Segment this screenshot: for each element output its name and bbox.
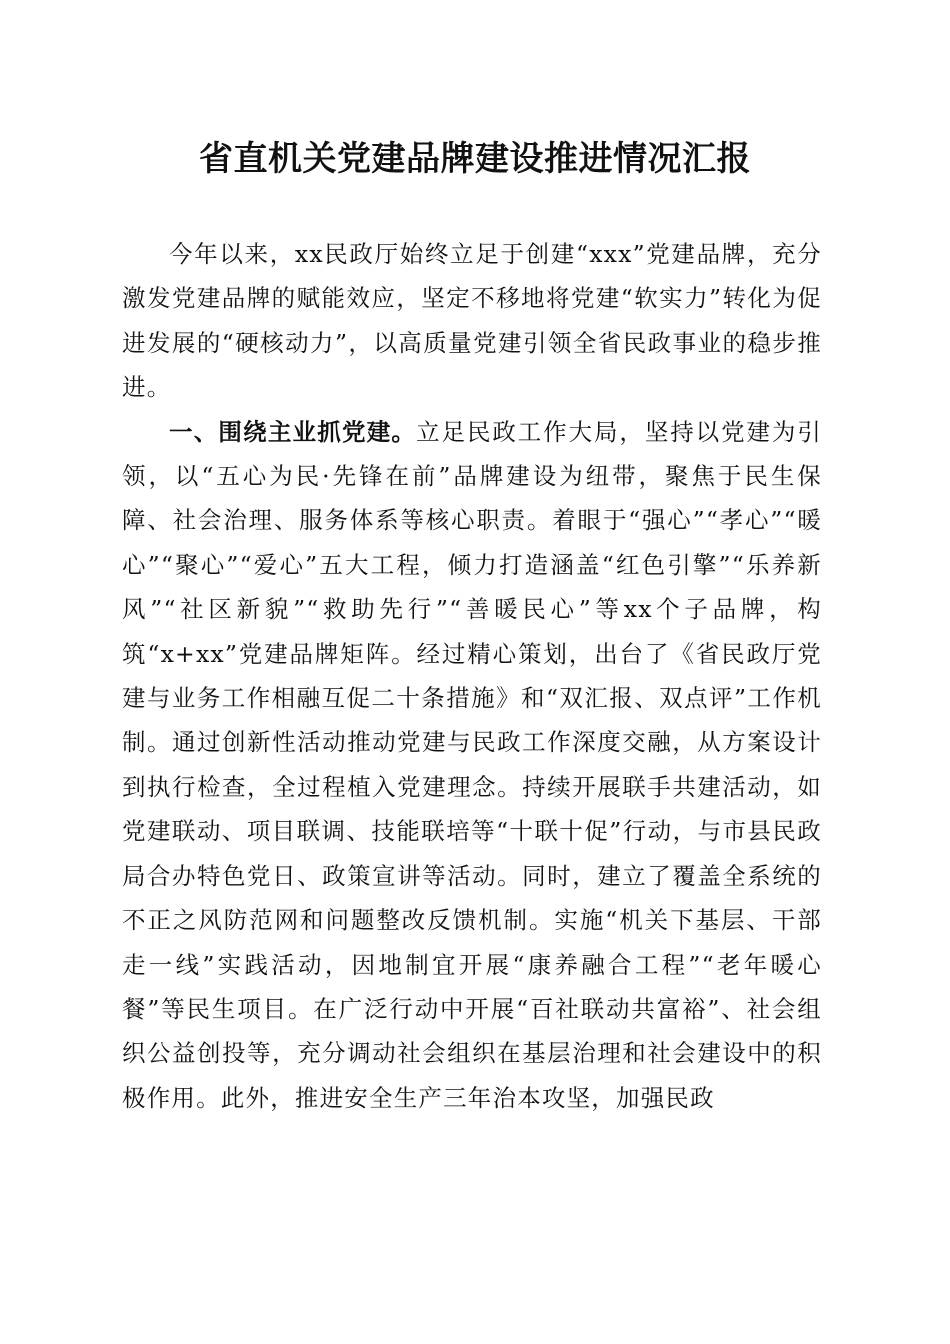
intro-paragraph-text: 今年以来，xx民政厅始终立足于创建“xxx”党建品牌，充分激发党建品牌的赋能效应，坚定不移地将党建“软实力”转化为促进发展的“硬核动力”，以高质量党建引领全省民政事业的稳步推进。 xyxy=(122,240,822,402)
document-title: 省直机关党建品牌建设推进情况汇报 xyxy=(199,139,751,179)
section-1-heading: 一、围绕主业抓党建。 xyxy=(169,417,417,446)
document-body xyxy=(122,232,822,1120)
section-1-paragraph xyxy=(122,410,822,1121)
section-1-text: 立足民政工作大局，坚持以党建为引领，以“五心为民·先锋在前”品牌建设为纽带，聚焦于民生保障、社会治理、服务体系等核心职责。着眼于“强心”“孝心”“暖心”“聚心”“爱心”五大工程，倾力打造涵盖“红色引擎”“乐养新风”“社区新貌”“救助先行”“善暖民心”等xx个子品牌，构筑“x+xx”党建品牌矩阵。经过精心策划，出台了《省民政厅党建与业务工作相融互促二十条措施》和“双汇报、双点评”工作机制。通过创新性活动推动党建与民政工作深度交融，从方案设计到执行检查，全过程植入党建理念。持续开展联手共建活动，如党建联动、项目联调、技能联培等“十联十促”行动，与市县民政局合办特色党日、政策宣讲等活动。同时，建立了覆盖全系统的不正之风防范网和问题整改反馈机制。实施“机关下基层、干部走一线”实践活动，因地制宜开展“康养融合工程”“老年暖心餐”等民生项目。在广泛行动中开展“百社联动共富裕”、社会组织公益创投等，充分调动社会组织在基层治理和社会建设中的积极作用。此外，推进安全生产三年治本攻坚，加强民政 xyxy=(122,417,823,1112)
intro-paragraph xyxy=(122,232,822,410)
